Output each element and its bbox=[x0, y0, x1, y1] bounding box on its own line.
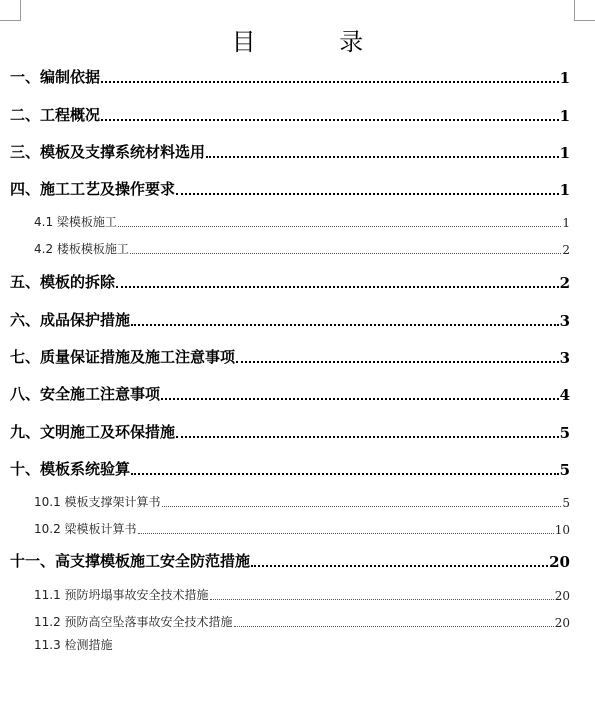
toc-entry-1[interactable] bbox=[10, 66, 570, 87]
dot-leader bbox=[234, 626, 554, 627]
dot-leader bbox=[210, 599, 554, 600]
toc-entry-page: 20 bbox=[549, 553, 570, 571]
dot-leader bbox=[138, 533, 554, 534]
dot-leader bbox=[236, 361, 559, 363]
toc-entry-page: 20 bbox=[554, 616, 570, 630]
toc-entry-page: 4 bbox=[559, 386, 570, 404]
toc-entry-10[interactable] bbox=[10, 458, 570, 479]
toc-entry-10-2[interactable] bbox=[34, 520, 570, 537]
toc-entry-label: 一、编制依据 bbox=[10, 68, 101, 86]
toc-entry-9[interactable] bbox=[10, 421, 570, 442]
toc-entry-page: 3 bbox=[559, 349, 570, 367]
toc-title: 目 录 bbox=[231, 28, 402, 56]
toc-entry-5[interactable] bbox=[10, 271, 570, 292]
dot-leader bbox=[131, 473, 559, 475]
page-corner-mark-right bbox=[574, 0, 595, 21]
toc-entry-label: 三、模板及支撑系统材料选用 bbox=[10, 143, 206, 161]
toc-entry-label: 二、工程概况 bbox=[10, 106, 101, 124]
dot-leader bbox=[101, 119, 559, 121]
toc-entry-label: 十一、高支撑模板施工安全防范措施 bbox=[10, 552, 251, 570]
toc-entry-page: 1 bbox=[559, 144, 570, 162]
toc-entry-4-2[interactable] bbox=[34, 240, 570, 257]
toc-entry-label: 五、模板的拆除 bbox=[10, 273, 116, 291]
toc-entry-page: 3 bbox=[559, 312, 570, 330]
dot-leader bbox=[101, 81, 559, 83]
page-corner-mark-left bbox=[0, 0, 21, 21]
dot-leader bbox=[176, 193, 559, 195]
toc-entry-page: 2 bbox=[562, 243, 570, 257]
toc-entry-label: 4.2 楼板模板施工 bbox=[34, 242, 129, 256]
toc-entry-label: 11.1 预防坍塌事故安全技术措施 bbox=[34, 588, 209, 602]
dot-leader bbox=[206, 156, 559, 158]
dot-leader bbox=[161, 398, 559, 400]
toc-entry-page: 20 bbox=[554, 589, 570, 603]
toc-entry-label: 十、模板系统验算 bbox=[10, 460, 131, 478]
toc-entry-4[interactable] bbox=[10, 178, 570, 199]
dot-leader bbox=[162, 506, 562, 507]
toc-entry-6[interactable] bbox=[10, 309, 570, 330]
dot-leader bbox=[118, 226, 561, 227]
toc-entry-2[interactable] bbox=[10, 104, 570, 125]
toc-entry-label: 七、质量保证措施及施工注意事项 bbox=[10, 348, 236, 366]
toc-entry-page: 5 bbox=[559, 461, 570, 479]
toc-entry-page: 1 bbox=[562, 216, 570, 230]
toc-entry-label: 10.1 模板支撑架计算书 bbox=[34, 495, 161, 509]
toc-entry-page: 1 bbox=[559, 107, 570, 125]
toc-entry-4-1[interactable] bbox=[34, 213, 570, 230]
toc-entry-label: 10.2 梁模板计算书 bbox=[34, 522, 137, 536]
toc-entry-label: 四、施工工艺及操作要求 bbox=[10, 180, 176, 198]
toc-entry-label: 11.3 检测措施 bbox=[34, 638, 113, 652]
toc-entry-11-1[interactable] bbox=[34, 586, 570, 603]
toc-entry-3[interactable] bbox=[10, 141, 570, 162]
toc-entry-11-3[interactable] bbox=[34, 636, 113, 653]
toc-entry-label: 4.1 梁模板施工 bbox=[34, 215, 117, 229]
toc-entry-page: 5 bbox=[559, 424, 570, 442]
toc-entry-11[interactable] bbox=[10, 550, 570, 571]
toc-entry-8[interactable] bbox=[10, 383, 570, 404]
toc-entry-7[interactable] bbox=[10, 346, 570, 367]
toc-entry-label: 九、文明施工及环保措施 bbox=[10, 423, 176, 441]
dot-leader bbox=[116, 286, 559, 288]
toc-entry-label: 八、安全施工注意事项 bbox=[10, 385, 161, 403]
toc-entry-page: 1 bbox=[559, 181, 570, 199]
toc-entry-page: 1 bbox=[559, 69, 570, 87]
toc-entry-page: 10 bbox=[554, 523, 570, 537]
toc-entry-page: 2 bbox=[559, 274, 570, 292]
dot-leader bbox=[131, 324, 559, 326]
toc-entry-page: 5 bbox=[562, 496, 570, 510]
toc-entry-11-2[interactable] bbox=[34, 613, 570, 630]
dot-leader bbox=[251, 565, 548, 567]
dot-leader bbox=[176, 436, 559, 438]
dot-leader bbox=[130, 253, 561, 254]
toc-entry-label: 六、成品保护措施 bbox=[10, 311, 131, 329]
toc-entry-10-1[interactable] bbox=[34, 493, 570, 510]
toc-entry-label: 11.2 预防高空坠落事故安全技术措施 bbox=[34, 615, 233, 629]
